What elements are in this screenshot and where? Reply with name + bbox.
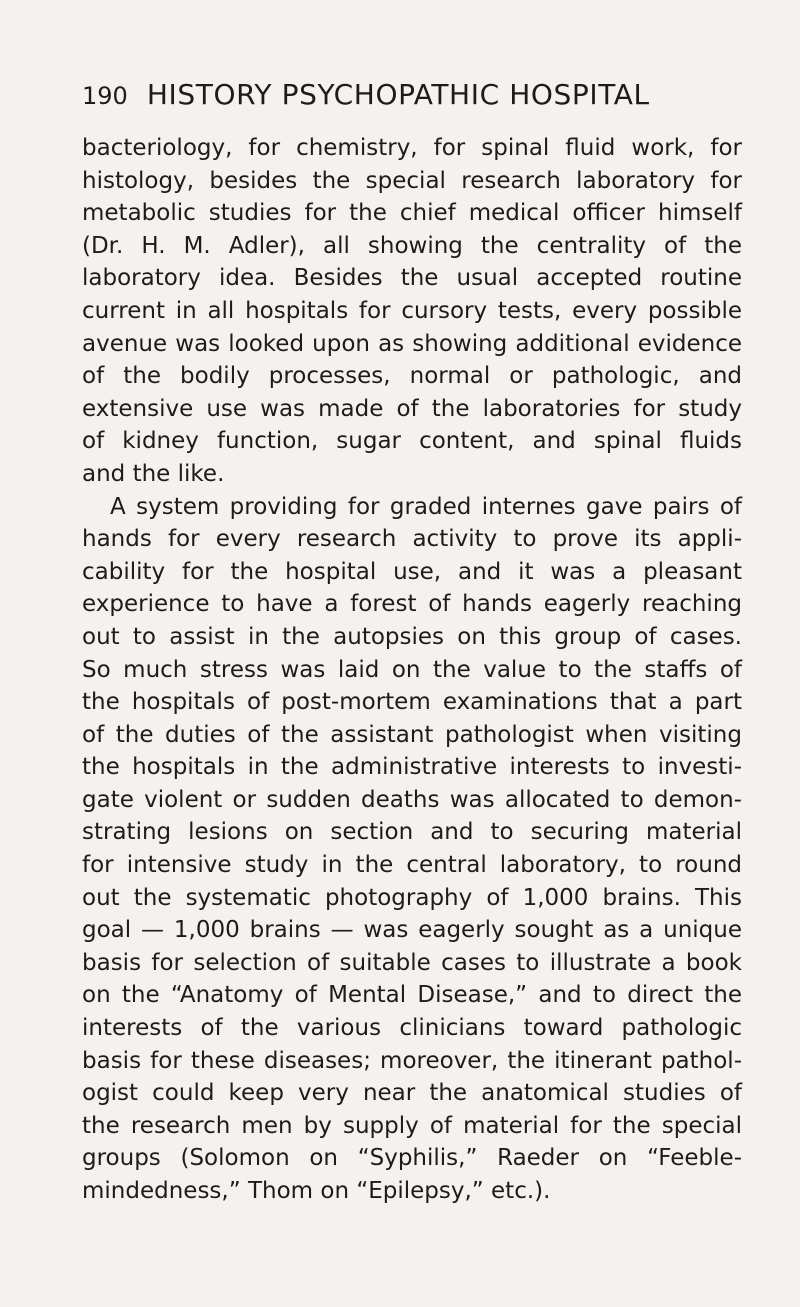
text-line: metabolic studies for the chief medical officer himself <box>82 200 742 227</box>
text-line: of kidney function, sugar content, and spinal fluids <box>82 428 742 455</box>
text-line: the hospitals in the administrative interests to investi- <box>82 754 742 781</box>
paragraph-1 <box>82 132 742 491</box>
text-line: goal — 1,000 brains — was eagerly sought as a unique <box>82 917 742 944</box>
body-text <box>82 132 742 1208</box>
text-line: mindedness,” Thom on “Epilepsy,” etc.). <box>82 1178 551 1204</box>
text-line: gate violent or sudden deaths was allocated to demon- <box>82 786 742 813</box>
text-line: A system providing for graded internes gave pairs of <box>110 493 742 520</box>
text-line: So much stress was laid on the value to the staffs of <box>82 656 742 683</box>
text-line: (Dr. H. M. Adler), all showing the centrality of the <box>82 232 742 259</box>
text-line: out to assist in the autopsies on this group of cases. <box>82 623 742 650</box>
text-line: experience to have a forest of hands eagerly reaching <box>82 591 742 618</box>
text-line: histology, besides the special research laboratory for <box>82 167 742 194</box>
paragraph-2 <box>82 491 742 1208</box>
text-line: the research men by supply of material for the special <box>82 1112 742 1139</box>
text-line: basis for selection of suitable cases to illustrate a book <box>82 949 742 976</box>
page-number: 190 <box>82 82 128 110</box>
text-line: strating lesions on section and to securing material <box>82 819 742 846</box>
text-line: out the systematic photography of 1,000 brains. This <box>82 884 742 911</box>
text-line: of the bodily processes, normal or pathologic, and <box>82 363 742 390</box>
text-line: avenue was looked upon as showing additional evidence <box>82 330 742 357</box>
text-line: of the duties of the assistant pathologist when visiting <box>82 721 742 748</box>
text-line: ogist could keep very near the anatomical studies of <box>82 1080 742 1107</box>
text-line: on the “Anatomy of Mental Disease,” and to direct the <box>82 982 742 1009</box>
text-line: hands for every research activity to prove its appli- <box>82 526 742 553</box>
text-line: bacteriology, for chemistry, for spinal fluid work, for <box>82 135 742 161</box>
text-line: groups (Solomon on “Syphilis,” Raeder on “Feeble- <box>82 1145 742 1172</box>
page-header <box>82 78 742 118</box>
text-line: cability for the hospital use, and it was a pleasant <box>82 558 742 585</box>
text-line: laboratory idea. Besides the usual accepted routine <box>82 265 742 292</box>
text-line: basis for these diseases; moreover, the itinerant pathol- <box>82 1047 742 1074</box>
text-line: current in all hospitals for cursory tests, every possible <box>82 297 742 324</box>
text-line: for intensive study in the central laboratory, to round <box>82 852 742 879</box>
text-line: interests of the various clinicians toward pathologic <box>82 1015 742 1042</box>
text-line: and the like. <box>82 460 225 487</box>
text-line: extensive use was made of the laboratories for study <box>82 395 742 422</box>
text-line: the hospitals of post-mortem examinations that a part <box>82 689 742 716</box>
running-head: HISTORY PSYCHOPATHIC HOSPITAL <box>146 78 650 111</box>
